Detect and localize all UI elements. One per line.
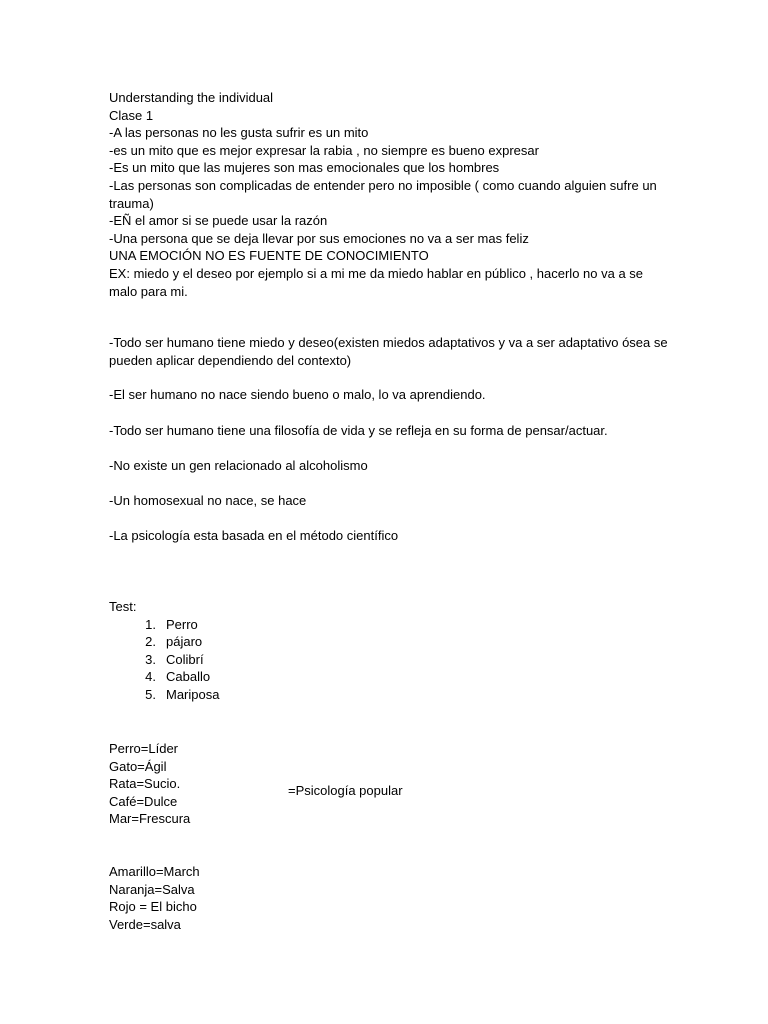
note-heading: UNA EMOCIÓN NO ES FUENTE DE CONOCIMIENTO — [109, 248, 429, 264]
note-line-wrap — [109, 457, 669, 475]
test-label: Test: — [109, 599, 137, 614]
note-line: -La psicología esta basada en el método científico — [109, 528, 399, 543]
list-item-number: 5. — [145, 686, 156, 702]
note-line: -El ser humano no nace siendo bueno o malo, lo va aprendiendo. — [109, 387, 486, 402]
list-item — [109, 633, 202, 651]
note-line: -Todo ser humano tiene una filosofía de vida y se refleja en su forma de pensar/actuar. — [109, 423, 608, 438]
test-section — [109, 598, 669, 706]
color-line: Rojo = El bicho — [109, 899, 197, 915]
color-line: Amarillo=March — [109, 864, 200, 879]
list-item-text: Perro — [166, 616, 198, 632]
list-item-number: 1. — [145, 616, 156, 632]
notes-block-1 — [109, 89, 669, 300]
list-item-text: Caballo — [166, 669, 211, 685]
list-item-text: Colibrí — [166, 651, 204, 667]
note-line: -es un mito que es mejor expresar la rabia , no siempre es bueno expresar — [109, 142, 539, 158]
association-line: Rata=Sucio. — [109, 776, 181, 792]
association-line: Mar=Frescura — [109, 811, 191, 827]
color-line: Naranja=Salva — [109, 881, 195, 897]
document-subtitle: Clase 1 — [109, 107, 154, 123]
note-line: EX: miedo y el deseo por ejemplo si a mi me da miedo hablar en público , hacerlo no va a se malo para mi. — [109, 265, 644, 299]
document-title: Understanding the individual — [109, 90, 274, 105]
list-item-text: Mariposa — [166, 686, 220, 702]
associations-note: =Psicología popular — [288, 783, 403, 798]
note-line: -Una persona que se deja llevar por sus emociones no va a ser mas feliz — [109, 230, 529, 246]
association-line: Café=Dulce — [109, 793, 178, 809]
note-line: -Es un mito que las mujeres son mas emocionales que los hombres — [109, 160, 500, 176]
list-item — [109, 616, 198, 634]
note-line: -Un homosexual no nace, se hace — [109, 493, 307, 508]
colors-block — [109, 863, 669, 933]
note-line-wrap — [109, 386, 669, 404]
note-line: -Las personas son complicadas de entender pero no imposible ( como cuando alguien sufre un trauma) — [109, 177, 657, 211]
association-line: Perro=Líder — [109, 741, 179, 756]
test-list — [109, 616, 669, 706]
note-line-wrap — [109, 527, 669, 545]
list-item — [109, 668, 210, 686]
list-item — [109, 651, 204, 669]
note-line: -A las personas no les gusta sufrir es un mito — [109, 125, 369, 141]
note-line: -No existe un gen relacionado al alcoholismo — [109, 458, 368, 473]
note-line: -EÑ el amor si se puede usar la razón — [109, 213, 328, 229]
note-line: -Todo ser humano tiene miedo y deseo(existen miedos adaptativos y va a ser adaptativo ósea se pueden aplicar dependiendo del contexto) — [109, 335, 668, 368]
association-line: Gato=Ágil — [109, 758, 167, 774]
list-item-number: 2. — [145, 634, 156, 650]
note-line-wrap — [109, 422, 669, 440]
note-line-wrap — [109, 492, 669, 510]
list-item-number: 3. — [145, 651, 156, 667]
note-line-wrap — [109, 334, 669, 369]
list-item-text: pájaro — [166, 634, 203, 650]
list-item-number: 4. — [145, 669, 156, 685]
list-item — [109, 686, 219, 704]
color-line: Verde=salva — [109, 916, 181, 932]
